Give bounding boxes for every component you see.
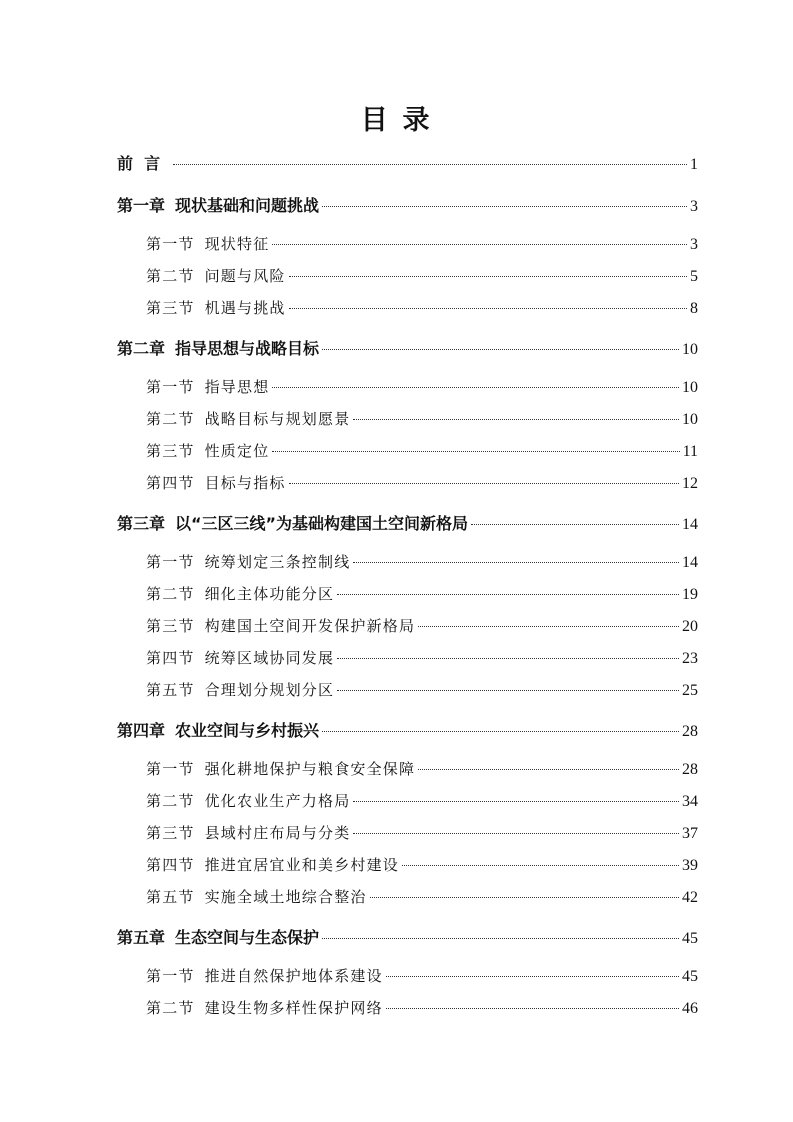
toc-entry-number: 第三节 (146, 824, 195, 842)
toc-page-number: 34 (682, 793, 698, 810)
dot-leader (289, 276, 687, 277)
toc-section-entry[interactable] (146, 820, 698, 846)
toc-entry-title: 指导思想与战略目标 (175, 339, 320, 358)
toc-entry-number: 第三章 (117, 514, 166, 533)
toc-entry-title: 问题与风险 (204, 267, 286, 285)
toc-entry-title: 统筹划定三条控制线 (204, 553, 351, 571)
toc-entry-title: 性质定位 (204, 442, 270, 460)
toc-section-entry[interactable] (146, 645, 698, 671)
toc-entry-title: 强化耕地保护与粮食安全保障 (204, 760, 416, 778)
toc-entry-number: 第二节 (146, 267, 195, 285)
toc-entry-title: 建设生物多样性保护网络 (204, 999, 383, 1017)
toc-section-entry[interactable] (146, 677, 698, 703)
toc-entry-number: 第一节 (146, 967, 195, 985)
toc-entry-number: 第二节 (146, 792, 195, 810)
toc-section-entry[interactable] (146, 852, 698, 878)
toc-entry-title: 实施全域土地综合整治 (204, 888, 367, 906)
toc-entry-number: 第三节 (146, 442, 195, 460)
toc-section-entry[interactable] (146, 295, 698, 321)
toc-section-entry[interactable] (146, 263, 698, 289)
toc-page-number: 23 (682, 650, 698, 667)
dot-leader (370, 897, 679, 898)
toc-page-number: 14 (682, 516, 698, 533)
toc-page-number: 25 (682, 682, 698, 699)
toc-page-number: 3 (690, 198, 698, 215)
toc-page-number: 3 (690, 236, 698, 253)
dot-leader (353, 833, 679, 834)
dot-leader (337, 690, 679, 691)
toc-page-number: 5 (690, 268, 698, 285)
toc-page-number: 45 (682, 930, 698, 947)
toc-entry-number: 第一章 (117, 196, 166, 215)
dot-leader (386, 1008, 679, 1009)
dot-leader (337, 658, 679, 659)
toc-entry-title: 统筹区域协同发展 (204, 649, 335, 667)
toc-page-number: 11 (682, 443, 698, 460)
dot-leader (322, 731, 679, 732)
dot-leader (471, 524, 679, 525)
toc-entry-title: 目标与指标 (204, 474, 286, 492)
dot-leader (418, 769, 679, 770)
toc-entry-title: 优化农业生产力格局 (204, 792, 351, 810)
toc-entry-number: 第五章 (117, 928, 166, 947)
dot-leader (322, 206, 687, 207)
toc-entry-number: 第五节 (146, 681, 195, 699)
toc-page-number: 14 (682, 554, 698, 571)
toc-page-number: 28 (682, 723, 698, 740)
toc-page-number: 10 (682, 341, 698, 358)
toc-section-entry[interactable] (146, 995, 698, 1021)
toc-page-number: 10 (682, 411, 698, 428)
toc-section-entry[interactable] (146, 549, 698, 575)
toc-entry-number: 第一节 (146, 378, 195, 396)
toc-entry-title: 农业空间与乡村振兴 (175, 721, 320, 740)
dot-leader (402, 865, 679, 866)
toc-entry-title: 县域村庄布局与分类 (204, 824, 351, 842)
toc-section-entry[interactable] (146, 374, 698, 400)
dot-leader (272, 451, 679, 452)
toc-entry-title: 构建国土空间开发保护新格局 (204, 617, 416, 635)
dot-leader (272, 387, 679, 388)
toc-entry-title: 合理划分规划分区 (204, 681, 335, 699)
toc-entry-title: 推进宜居宜业和美乡村建设 (204, 856, 400, 874)
toc-page-number: 12 (682, 475, 698, 492)
toc-chapter-entry[interactable] (117, 511, 698, 537)
toc-entry-number: 第三节 (146, 299, 195, 317)
toc-chapter-entry[interactable] (117, 925, 698, 951)
toc-section-entry[interactable] (146, 884, 698, 910)
dot-leader (353, 562, 679, 563)
toc-page-number: 8 (690, 300, 698, 317)
dot-leader (322, 349, 679, 350)
toc-entry-title: 机遇与挑战 (204, 299, 286, 317)
toc-page-number: 19 (682, 586, 698, 603)
toc-page-number: 45 (682, 968, 698, 985)
toc-page-number: 46 (682, 1000, 698, 1017)
toc-section-entry[interactable] (146, 231, 698, 257)
toc-page-number: 42 (682, 889, 698, 906)
toc-entry-number: 第五节 (146, 888, 195, 906)
dot-leader (173, 164, 687, 165)
toc-entry-number: 第一节 (146, 553, 195, 571)
dot-leader (322, 938, 679, 939)
toc-entry-number: 第二节 (146, 585, 195, 603)
toc-entry-title: 指导思想 (204, 378, 270, 396)
toc-entry-number: 第二节 (146, 999, 195, 1017)
toc-entry-title: 推进自然保护地体系建设 (204, 967, 383, 985)
toc-section-entry[interactable] (146, 406, 698, 432)
toc-section-entry[interactable] (146, 756, 698, 782)
toc-section-entry[interactable] (146, 470, 698, 496)
dot-leader (289, 308, 687, 309)
toc-entry-title: 现状基础和问题挑战 (175, 196, 320, 215)
toc-page-number: 28 (682, 761, 698, 778)
toc-page-number: 1 (690, 156, 698, 173)
dot-leader (353, 419, 679, 420)
toc-section-entry[interactable] (146, 581, 698, 607)
toc-entry-title: 细化主体功能分区 (204, 585, 335, 603)
toc-page-number: 39 (682, 857, 698, 874)
toc-entry-title: 现状特征 (204, 235, 270, 253)
page-title: 目 录 (360, 105, 433, 136)
dot-leader (353, 801, 679, 802)
dot-leader (289, 483, 679, 484)
toc-section-entry[interactable] (146, 788, 698, 814)
toc-section-entry[interactable] (146, 613, 698, 639)
toc-entry-number: 前 言 (117, 154, 161, 173)
toc-section-entry[interactable] (146, 963, 698, 989)
toc-chapter-entry[interactable] (117, 193, 698, 219)
toc-entry-number: 第一节 (146, 235, 195, 253)
toc-entry-number: 第二章 (117, 339, 166, 358)
dot-leader (418, 626, 679, 627)
toc-entry-title: 生态空间与生态保护 (175, 928, 320, 947)
toc-entry-number: 第二节 (146, 410, 195, 428)
toc-entry-number: 第四章 (117, 721, 166, 740)
toc-chapter-entry[interactable] (117, 336, 698, 362)
toc-page-number: 10 (682, 379, 698, 396)
toc-entry-number: 第四节 (146, 649, 195, 667)
dot-leader (272, 244, 687, 245)
toc-page-number: 37 (682, 825, 698, 842)
toc-entry-title: 战略目标与规划愿景 (204, 410, 351, 428)
toc-entry-number: 第四节 (146, 856, 195, 874)
toc-entry-number: 第四节 (146, 474, 195, 492)
toc-chapter-entry[interactable] (117, 718, 698, 744)
toc-section-entry[interactable] (146, 438, 698, 464)
toc-entry-title: 以“三区三线”为基础构建国土空间新格局 (175, 514, 469, 533)
dot-leader (337, 594, 679, 595)
toc-entry-number: 第一节 (146, 760, 195, 778)
dot-leader (386, 976, 679, 977)
toc-entry-number: 第三节 (146, 617, 195, 635)
toc-page-number: 20 (682, 618, 698, 635)
toc-chapter-entry[interactable] (117, 151, 698, 177)
